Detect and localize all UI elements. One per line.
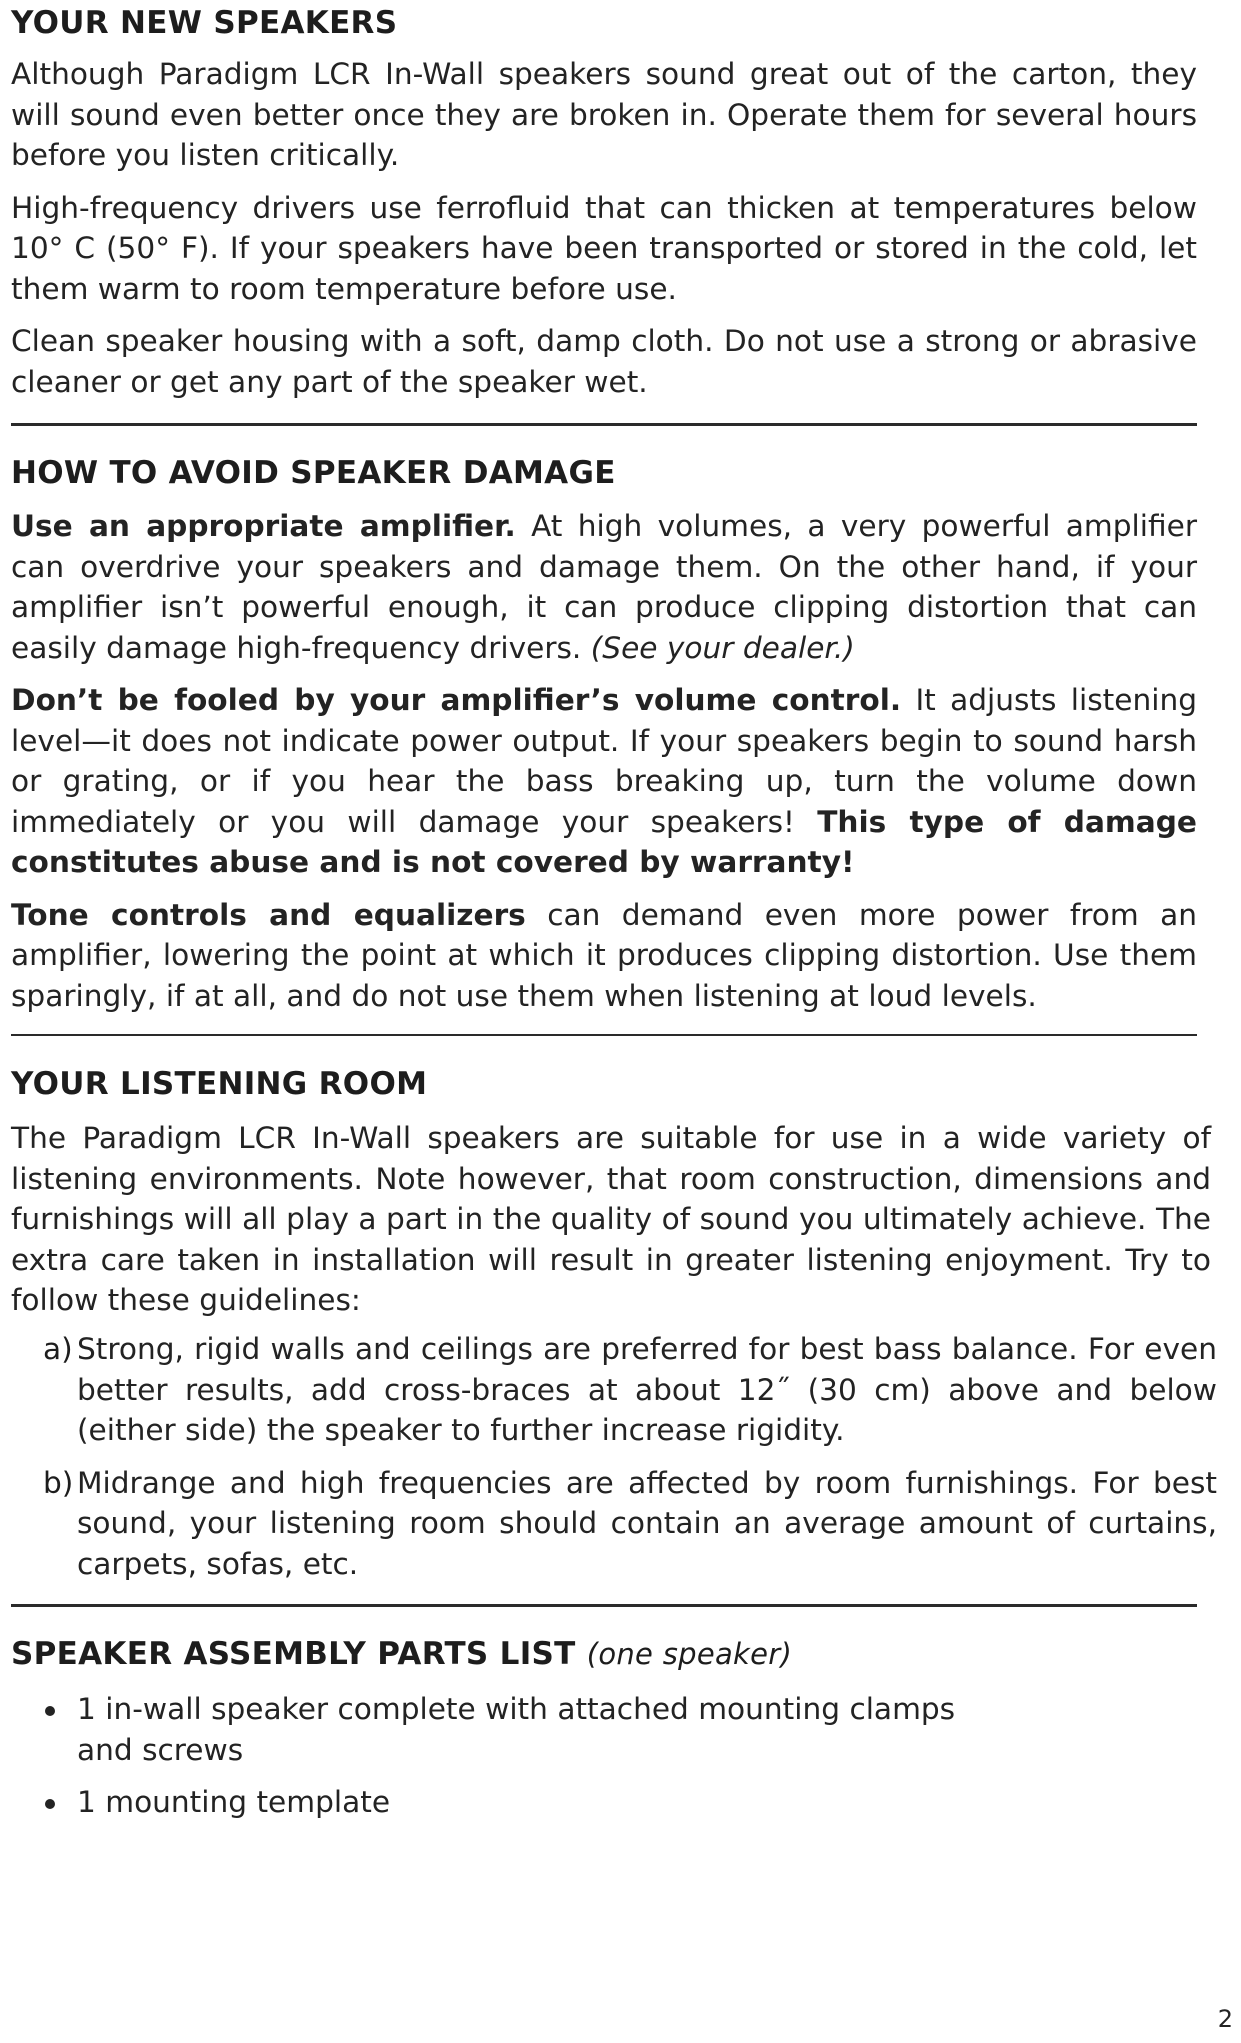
damage-body xyxy=(11,506,1197,1016)
list-marker: b) xyxy=(43,1465,74,1500)
guideline-text: Strong, rigid walls and ceilings are preferred for best bass balance. For even better results, add cross-braces at about 12˝ (30 cm) above and below (either side) the speaker to further increase rigidity. xyxy=(77,1332,1217,1447)
part-text: 1 mounting template xyxy=(77,1785,391,1819)
bullet-icon xyxy=(45,1799,55,1809)
bullet-icon xyxy=(45,1706,55,1716)
amplifier-text: At high volumes, a very powerful amplifier can overdrive your speakers and damage them. On the other hand, if your amplifier isn’t powerful enough, it can produce clipping distortion that can easily damage high-frequency drivers. xyxy=(11,509,1197,665)
paragraph-amplifier xyxy=(11,506,1197,668)
list-item xyxy=(41,1689,967,1770)
section-divider xyxy=(11,1034,1197,1036)
section-divider xyxy=(11,423,1197,426)
list-item xyxy=(41,1782,967,1823)
paragraph-tone-controls xyxy=(11,895,1197,1017)
parts-list xyxy=(41,1689,1041,1823)
list-marker: a) xyxy=(43,1332,73,1366)
room-body xyxy=(11,1118,1211,1321)
tone-controls-heading: Tone controls and equalizers xyxy=(11,897,526,932)
section-title-parts-list xyxy=(11,1634,792,1674)
parts-list-title: SPEAKER ASSEMBLY PARTS LIST xyxy=(11,1636,576,1672)
paragraph-ferrofluid: High-frequency drivers use ferrofluid that can thicken at temperatures below 10° C (50° F). If your speakers have been transported or stored in the cold, let them warm to room temperature before use. xyxy=(11,190,1197,306)
volume-control-text: It adjusts listening level—it does not indicate power output. If your speakers begin to sound harsh or grating, or if you hear the bass breaking up, turn the volume down immediately or you will damage your speakers! xyxy=(11,683,1198,839)
guideline-text: Midrange and high frequencies are affected by room furnishings. For best sound, your listening room should contain an average amount of curtains, carpets, sofas, etc. xyxy=(77,1465,1217,1581)
new-speakers-body xyxy=(11,54,1197,402)
volume-control-heading: Don’t be fooled by your amplifier’s volume control. xyxy=(11,683,902,717)
part-text: 1 in-wall speaker complete with attached mounting clamps and screws xyxy=(77,1692,956,1767)
section-title-speaker-damage: HOW TO AVOID SPEAKER DAMAGE xyxy=(11,455,616,491)
guideline-list xyxy=(43,1329,1217,1584)
amplifier-heading: Use an appropriate amplifier. xyxy=(11,509,516,543)
section-title-new-speakers: YOUR NEW SPEAKERS xyxy=(11,5,398,41)
section-divider xyxy=(11,1604,1197,1607)
paragraph-cleaning: Clean speaker housing with a soft, damp cloth. Do not use a strong or abrasive cleaner or get any part of the speaker wet. xyxy=(11,324,1197,399)
warranty-warning: This type of damage constitutes abuse and is not covered by warranty! xyxy=(11,804,1197,879)
section-title-listening-room: YOUR LISTENING ROOM xyxy=(11,1066,428,1102)
see-dealer-note: (See your dealer.) xyxy=(590,630,855,665)
page-number: 2 xyxy=(1217,2005,1233,2033)
list-item xyxy=(43,1329,1217,1451)
tone-controls-text: can demand even more power from an amplifier, lowering the point at which it produces clipping distortion. Use them sparingly, if at all, and do not use them when listening at loud levels. xyxy=(11,897,1198,1013)
paragraph-break-in: Although Paradigm LCR In-Wall speakers sound great out of the carton, they will sound even better once they are broken in. Operate them for several hours before you listen critically. xyxy=(11,57,1197,172)
paragraph-volume-control xyxy=(11,680,1197,883)
parts-list-qualifier: (one speaker) xyxy=(586,1637,793,1671)
list-item xyxy=(43,1463,1217,1585)
paragraph-listening-room: The Paradigm LCR In-Wall speakers are suitable for use in a wide variety of listening environments. Note however, that room construction, dimensions and furnishings will all play a part in the quality of sound you ultimately achieve. The extra care taken in installation will result in greater listening enjoyment. Try to follow these guidelines: xyxy=(11,1121,1211,1317)
